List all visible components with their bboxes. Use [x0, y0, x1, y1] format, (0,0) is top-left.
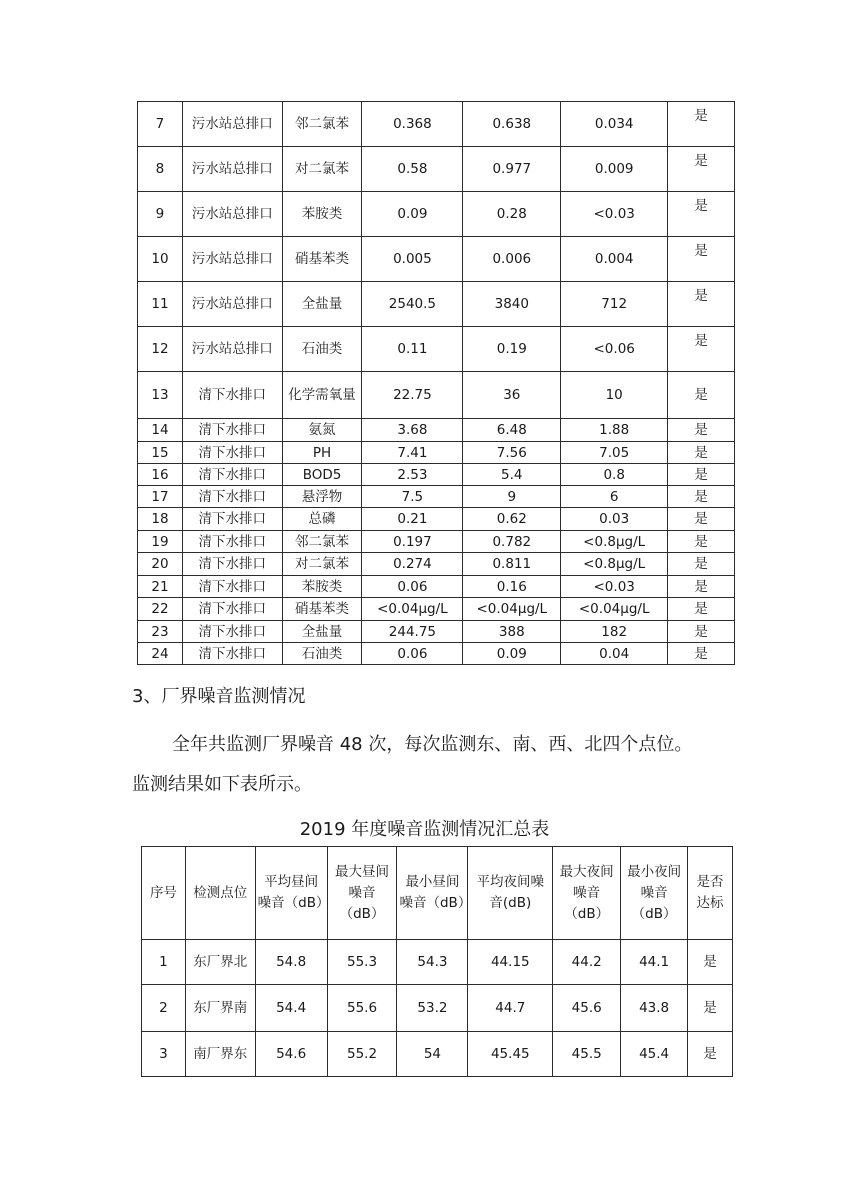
table-row	[138, 327, 735, 372]
cell-minimum: 0.004	[561, 237, 668, 282]
cell-avg-day: 54.4	[255, 985, 327, 1032]
table-row	[138, 442, 735, 464]
cell-compliant: 是	[668, 621, 735, 643]
cell-compliant: 是	[668, 102, 735, 147]
table-row	[138, 576, 735, 598]
cell-location: 污水站总排口	[182, 237, 282, 282]
cell-minimum: 182	[561, 621, 668, 643]
cell-location: 清下水排口	[182, 576, 282, 598]
cell-item: 对二氯苯	[282, 553, 362, 576]
noise-monitoring-table	[141, 846, 733, 1077]
cell-item: 全盐量	[282, 282, 362, 327]
cell-row-number: 24	[138, 643, 183, 665]
column-header: 序号	[142, 847, 186, 940]
cell-minimum: 6	[561, 486, 668, 508]
cell-average: 0.09	[362, 192, 463, 237]
paragraph-line-2: 监测结果如下表所示。	[132, 774, 312, 795]
cell-minimum: <0.8μg/L	[561, 553, 668, 576]
cell-item: 邻二氯苯	[282, 102, 362, 147]
cell-point: 东厂界南	[185, 985, 255, 1032]
cell-item: 邻二氯苯	[282, 531, 362, 553]
cell-item: 对二氯苯	[282, 147, 362, 192]
cell-location: 污水站总排口	[182, 327, 282, 372]
cell-avg-night: 44.15	[468, 940, 553, 985]
cell-no: 3	[142, 1032, 186, 1077]
noise-table-title: 2019 年度噪音监测情况汇总表	[299, 819, 550, 840]
cell-location: 清下水排口	[182, 508, 282, 531]
cell-row-number: 9	[138, 192, 183, 237]
cell-compliant: 是	[668, 643, 735, 665]
cell-max-night: 45.6	[553, 985, 621, 1032]
cell-location: 清下水排口	[182, 553, 282, 576]
table-row	[138, 464, 735, 486]
header-row	[142, 847, 733, 940]
table-row	[138, 192, 735, 237]
table-row	[138, 553, 735, 576]
cell-row-number: 17	[138, 486, 183, 508]
table-row	[142, 940, 733, 985]
cell-average: 0.06	[362, 643, 463, 665]
cell-location: 清下水排口	[182, 442, 282, 464]
cell-row-number: 19	[138, 531, 183, 553]
cell-maximum: 9	[463, 486, 561, 508]
cell-average: 0.11	[362, 327, 463, 372]
cell-average: 0.368	[362, 102, 463, 147]
cell-avg-day: 54.6	[255, 1032, 327, 1077]
cell-min-night: 43.8	[621, 985, 688, 1032]
cell-row-number: 22	[138, 598, 183, 621]
cell-average: 7.41	[362, 442, 463, 464]
cell-location: 清下水排口	[182, 531, 282, 553]
cell-compliant: 是	[668, 192, 735, 237]
cell-minimum: 712	[561, 282, 668, 327]
cell-maximum: <0.04μg/L	[463, 598, 561, 621]
cell-location: 清下水排口	[182, 372, 282, 419]
cell-ok: 是	[688, 940, 733, 985]
cell-no: 1	[142, 940, 186, 985]
table-row	[138, 531, 735, 553]
table-row	[138, 102, 735, 147]
cell-minimum: <0.06	[561, 327, 668, 372]
column-header: 最大昼间噪音（dB）	[327, 847, 397, 940]
cell-max-night: 44.2	[553, 940, 621, 985]
cell-maximum: 0.19	[463, 327, 561, 372]
cell-max-day: 55.2	[327, 1032, 397, 1077]
cell-row-number: 18	[138, 508, 183, 531]
cell-average: <0.04μg/L	[362, 598, 463, 621]
cell-location: 污水站总排口	[182, 282, 282, 327]
cell-item: 石油类	[282, 643, 362, 665]
cell-avg-night: 44.7	[468, 985, 553, 1032]
cell-minimum: 0.034	[561, 102, 668, 147]
cell-item: 悬浮物	[282, 486, 362, 508]
cell-average: 0.274	[362, 553, 463, 576]
column-header: 最大夜间噪音（dB）	[553, 847, 621, 940]
cell-location: 污水站总排口	[182, 147, 282, 192]
cell-average: 7.5	[362, 486, 463, 508]
cell-average: 0.21	[362, 508, 463, 531]
cell-item: 硝基苯类	[282, 237, 362, 282]
cell-row-number: 13	[138, 372, 183, 419]
cell-minimum: 0.8	[561, 464, 668, 486]
cell-item: 全盐量	[282, 621, 362, 643]
cell-item: 苯胺类	[282, 576, 362, 598]
cell-average: 0.005	[362, 237, 463, 282]
table-row	[138, 419, 735, 442]
table-row	[138, 486, 735, 508]
cell-location: 清下水排口	[182, 419, 282, 442]
section-heading: 3、厂界噪音监测情况	[132, 686, 306, 707]
cell-point: 东厂界北	[185, 940, 255, 985]
cell-location: 清下水排口	[182, 598, 282, 621]
cell-item: BOD5	[282, 464, 362, 486]
cell-maximum: 36	[463, 372, 561, 419]
cell-maximum: 7.56	[463, 442, 561, 464]
cell-row-number: 8	[138, 147, 183, 192]
cell-compliant: 是	[668, 486, 735, 508]
cell-average: 22.75	[362, 372, 463, 419]
table-row	[138, 147, 735, 192]
cell-avg-night: 45.45	[468, 1032, 553, 1077]
cell-minimum: 1.88	[561, 419, 668, 442]
cell-no: 2	[142, 985, 186, 1032]
cell-location: 清下水排口	[182, 621, 282, 643]
cell-row-number: 15	[138, 442, 183, 464]
cell-ok: 是	[688, 1032, 733, 1077]
cell-item: 化学需氧量	[282, 372, 362, 419]
cell-minimum: 7.05	[561, 442, 668, 464]
table-row	[138, 237, 735, 282]
cell-min-day: 54	[397, 1032, 468, 1077]
cell-compliant: 是	[668, 372, 735, 419]
cell-max-day: 55.3	[327, 940, 397, 985]
table-row	[138, 372, 735, 419]
table-row	[142, 985, 733, 1032]
cell-row-number: 14	[138, 419, 183, 442]
cell-compliant: 是	[668, 237, 735, 282]
column-header: 检测点位	[185, 847, 255, 940]
cell-compliant: 是	[668, 327, 735, 372]
cell-minimum: 10	[561, 372, 668, 419]
table-row	[142, 1032, 733, 1077]
cell-row-number: 21	[138, 576, 183, 598]
cell-row-number: 16	[138, 464, 183, 486]
cell-minimum: 0.04	[561, 643, 668, 665]
cell-row-number: 23	[138, 621, 183, 643]
cell-minimum: <0.03	[561, 576, 668, 598]
cell-average: 2540.5	[362, 282, 463, 327]
column-header: 最小昼间噪音（dB）	[397, 847, 468, 940]
cell-compliant: 是	[668, 419, 735, 442]
cell-ok: 是	[688, 985, 733, 1032]
table-row	[138, 282, 735, 327]
cell-compliant: 是	[668, 576, 735, 598]
cell-average: 2.53	[362, 464, 463, 486]
cell-row-number: 11	[138, 282, 183, 327]
cell-row-number: 10	[138, 237, 183, 282]
cell-item: 石油类	[282, 327, 362, 372]
cell-maximum: 3840	[463, 282, 561, 327]
cell-location: 污水站总排口	[182, 102, 282, 147]
cell-location: 清下水排口	[182, 643, 282, 665]
cell-row-number: 20	[138, 553, 183, 576]
cell-location: 清下水排口	[182, 486, 282, 508]
cell-maximum: 0.782	[463, 531, 561, 553]
cell-location: 清下水排口	[182, 464, 282, 486]
cell-item: 总磷	[282, 508, 362, 531]
cell-average: 244.75	[362, 621, 463, 643]
cell-maximum: 0.811	[463, 553, 561, 576]
cell-maximum: 5.4	[463, 464, 561, 486]
cell-maximum: 0.09	[463, 643, 561, 665]
cell-min-night: 44.1	[621, 940, 688, 985]
table-row	[138, 643, 735, 665]
table-row	[138, 598, 735, 621]
cell-average: 0.06	[362, 576, 463, 598]
cell-compliant: 是	[668, 464, 735, 486]
cell-maximum: 0.977	[463, 147, 561, 192]
cell-maximum: 0.28	[463, 192, 561, 237]
cell-compliant: 是	[668, 508, 735, 531]
column-header: 平均昼间噪音（dB）	[255, 847, 327, 940]
cell-compliant: 是	[668, 531, 735, 553]
cell-row-number: 12	[138, 327, 183, 372]
paragraph-line-1: 全年共监测厂界噪音 48 次，每次监测东、南、西、北四个点位。	[172, 734, 693, 755]
cell-minimum: <0.8μg/L	[561, 531, 668, 553]
cell-average: 3.68	[362, 419, 463, 442]
cell-average: 0.58	[362, 147, 463, 192]
cell-maximum: 6.48	[463, 419, 561, 442]
table-row	[138, 508, 735, 531]
cell-min-night: 45.4	[621, 1032, 688, 1077]
cell-minimum: 0.009	[561, 147, 668, 192]
cell-min-day: 54.3	[397, 940, 468, 985]
cell-maximum: 0.62	[463, 508, 561, 531]
cell-compliant: 是	[668, 442, 735, 464]
cell-row-number: 7	[138, 102, 183, 147]
cell-minimum: 0.03	[561, 508, 668, 531]
cell-compliant: 是	[668, 282, 735, 327]
cell-avg-day: 54.8	[255, 940, 327, 985]
cell-minimum: <0.04μg/L	[561, 598, 668, 621]
cell-maximum: 0.16	[463, 576, 561, 598]
cell-max-day: 55.6	[327, 985, 397, 1032]
cell-maximum: 388	[463, 621, 561, 643]
cell-max-night: 45.5	[553, 1032, 621, 1077]
cell-minimum: <0.03	[561, 192, 668, 237]
water-monitoring-table	[137, 101, 735, 665]
cell-location: 污水站总排口	[182, 192, 282, 237]
cell-maximum: 0.638	[463, 102, 561, 147]
cell-item: 苯胺类	[282, 192, 362, 237]
cell-compliant: 是	[668, 147, 735, 192]
table-row	[138, 621, 735, 643]
cell-point: 南厂界东	[185, 1032, 255, 1077]
column-header: 平均夜间噪音(dB)	[468, 847, 553, 940]
cell-item: 硝基苯类	[282, 598, 362, 621]
cell-item: 氨氮	[282, 419, 362, 442]
cell-item: PH	[282, 442, 362, 464]
cell-maximum: 0.006	[463, 237, 561, 282]
cell-compliant: 是	[668, 598, 735, 621]
cell-compliant: 是	[668, 553, 735, 576]
cell-average: 0.197	[362, 531, 463, 553]
column-header: 是否达标	[688, 847, 733, 940]
cell-min-day: 53.2	[397, 985, 468, 1032]
column-header: 最小夜间噪音（dB）	[621, 847, 688, 940]
